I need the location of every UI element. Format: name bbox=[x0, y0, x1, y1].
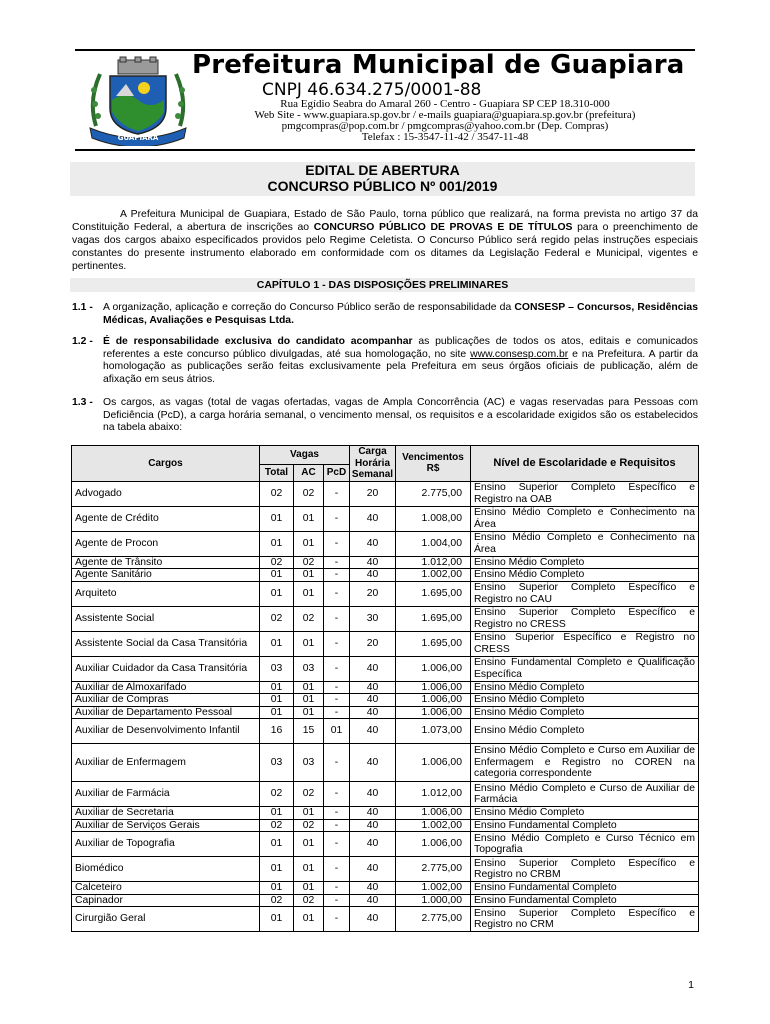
table-row bbox=[72, 631, 699, 656]
vencimento-cell: 1.695,00 bbox=[396, 631, 471, 656]
cargo-cell: Auxiliar de Topografia bbox=[72, 832, 260, 857]
cargo-cell: Assistente Social da Casa Transitória bbox=[72, 631, 260, 656]
total-cell: 03 bbox=[260, 656, 294, 681]
total-cell: 02 bbox=[260, 782, 294, 807]
header-carga: Carga Horária Semanal bbox=[350, 446, 396, 482]
intro-paragraph bbox=[72, 208, 698, 273]
total-cell: 01 bbox=[260, 907, 294, 932]
cnpj-number: CNPJ 46.634.275/0001-88 bbox=[262, 80, 482, 100]
pcd-cell: - bbox=[324, 782, 350, 807]
intro-text-b: para o preenchimento de vagas dos cargos abaixo especificados providos pelo Regime Celetista. O Concurso Público será regido pelas instruções especiais constantes do presente instrumento elaborado em conformidade com os ditames da Legislação Federal e Municipal, vigentes e pertinentes. bbox=[72, 222, 698, 273]
vencimento-cell: 1.695,00 bbox=[396, 606, 471, 631]
ac-cell: 03 bbox=[294, 656, 324, 681]
vencimento-cell: 1.008,00 bbox=[396, 506, 471, 531]
carga-cell: 40 bbox=[350, 832, 396, 857]
header-nivel: Nível de Escolaridade e Requisitos bbox=[471, 446, 699, 482]
vencimento-cell: 1.006,00 bbox=[396, 706, 471, 719]
vencimento-cell: 1.073,00 bbox=[396, 719, 471, 744]
table-row bbox=[72, 556, 699, 569]
ac-cell: 01 bbox=[294, 807, 324, 820]
header-bottom-rule bbox=[75, 149, 695, 151]
cargo-cell: Capinador bbox=[72, 894, 260, 907]
vencimento-cell: 1.002,00 bbox=[396, 569, 471, 582]
requisitos-cell: Ensino Médio Completo e Conhecimento na Área bbox=[471, 531, 699, 556]
item-text-b: e na Prefeitura. A partir da homologação as publicações serão feitas exclusivamente pela Prefeitura em seus órgãos oficiais de publicação, além de afixação em seus átrios. bbox=[103, 348, 698, 385]
pcd-cell: - bbox=[324, 569, 350, 582]
document-title bbox=[70, 162, 695, 196]
table-row bbox=[72, 807, 699, 820]
vencimento-cell: 1.006,00 bbox=[396, 681, 471, 694]
ac-cell: 01 bbox=[294, 531, 324, 556]
item-text-bold: É de responsabilidade exclusiva do candidato acompanhar bbox=[103, 336, 413, 347]
ac-cell: 01 bbox=[294, 706, 324, 719]
cargo-cell: Biomédico bbox=[72, 857, 260, 882]
item-text: A organização, aplicação e correção do Concurso Público serão de responsabilidade da bbox=[103, 302, 515, 313]
ac-cell: 01 bbox=[294, 907, 324, 932]
total-cell: 02 bbox=[260, 894, 294, 907]
requisitos-cell: Ensino Médio Completo bbox=[471, 681, 699, 694]
cargo-cell: Auxiliar de Almoxarifado bbox=[72, 681, 260, 694]
pcd-cell: - bbox=[324, 832, 350, 857]
vencimento-cell: 2.775,00 bbox=[396, 857, 471, 882]
item-1-3 bbox=[72, 397, 698, 435]
requisitos-cell: Ensino Superior Completo Específico e Registro no CAU bbox=[471, 581, 699, 606]
cargo-cell: Auxiliar de Farmácia bbox=[72, 782, 260, 807]
requisitos-cell: Ensino Fundamental Completo bbox=[471, 819, 699, 832]
ac-cell: 01 bbox=[294, 581, 324, 606]
carga-cell: 40 bbox=[350, 569, 396, 582]
table-row bbox=[72, 719, 699, 744]
ac-cell: 02 bbox=[294, 556, 324, 569]
crest-banner-text: GUAPIARA bbox=[117, 134, 159, 142]
table-row bbox=[72, 481, 699, 506]
ac-cell: 01 bbox=[294, 694, 324, 707]
title-line-2: CONCURSO PÚBLICO Nº 001/2019 bbox=[267, 178, 498, 194]
carga-cell: 30 bbox=[350, 606, 396, 631]
requisitos-cell: Ensino Médio Completo e Conhecimento na Área bbox=[471, 506, 699, 531]
total-cell: 01 bbox=[260, 569, 294, 582]
ac-cell: 02 bbox=[294, 782, 324, 807]
header-ac: AC bbox=[294, 464, 324, 481]
carga-cell: 40 bbox=[350, 556, 396, 569]
table-row bbox=[72, 832, 699, 857]
table-row bbox=[72, 782, 699, 807]
carga-cell: 40 bbox=[350, 719, 396, 744]
table-row bbox=[72, 882, 699, 895]
total-cell: 02 bbox=[260, 556, 294, 569]
header-emails: pmgcompras@pop.com.br / pmgcompras@yahoo.com.br (Dep. Compras) bbox=[281, 120, 609, 132]
table-row bbox=[72, 907, 699, 932]
cargo-cell: Agente de Trânsito bbox=[72, 556, 260, 569]
carga-cell: 40 bbox=[350, 506, 396, 531]
requisitos-cell: Ensino Médio Completo bbox=[471, 694, 699, 707]
total-cell: 01 bbox=[260, 832, 294, 857]
vencimento-cell: 1.695,00 bbox=[396, 581, 471, 606]
cargo-cell: Auxiliar de Departamento Pessoal bbox=[72, 706, 260, 719]
requisitos-cell: Ensino Fundamental Completo bbox=[471, 894, 699, 907]
cargo-cell: Cirurgião Geral bbox=[72, 907, 260, 932]
positions-table bbox=[71, 445, 699, 932]
item-number: 1.3 - bbox=[72, 397, 93, 408]
item-text: as publicações de todos os atos, editais e comunicados referentes a este concurso público divulgadas, até sua homologação, no site bbox=[103, 336, 698, 360]
vencimento-cell: 1.012,00 bbox=[396, 782, 471, 807]
pcd-cell: - bbox=[324, 481, 350, 506]
requisitos-cell: Ensino Médio Completo e Curso Técnico em Topografia bbox=[471, 832, 699, 857]
header-phone: Telefax : 15-3547-11-42 / 3547-11-48 bbox=[361, 131, 529, 143]
requisitos-cell: Ensino Médio Completo bbox=[471, 807, 699, 820]
ac-cell: 02 bbox=[294, 894, 324, 907]
vencimento-cell: 1.006,00 bbox=[396, 832, 471, 857]
cargo-cell: Auxiliar de Compras bbox=[72, 694, 260, 707]
carga-cell: 40 bbox=[350, 819, 396, 832]
vencimento-cell: 1.006,00 bbox=[396, 744, 471, 782]
table-row bbox=[72, 857, 699, 882]
total-cell: 01 bbox=[260, 581, 294, 606]
vencimento-cell: 2.775,00 bbox=[396, 907, 471, 932]
total-cell: 01 bbox=[260, 631, 294, 656]
cargo-cell: Arquiteto bbox=[72, 581, 260, 606]
cargo-cell: Auxiliar de Secretaria bbox=[72, 807, 260, 820]
ac-cell: 15 bbox=[294, 719, 324, 744]
cargo-cell: Advogado bbox=[72, 481, 260, 506]
requisitos-cell: Ensino Fundamental Completo bbox=[471, 882, 699, 895]
carga-cell: 40 bbox=[350, 656, 396, 681]
pcd-cell: - bbox=[324, 907, 350, 932]
ac-cell: 02 bbox=[294, 819, 324, 832]
ac-cell: 01 bbox=[294, 832, 324, 857]
pcd-cell: - bbox=[324, 581, 350, 606]
item-1-1 bbox=[72, 302, 698, 327]
total-cell: 01 bbox=[260, 681, 294, 694]
vencimento-cell: 1.006,00 bbox=[396, 656, 471, 681]
title-line-1: EDITAL DE ABERTURA bbox=[305, 162, 460, 178]
page-number: 1 bbox=[688, 979, 694, 991]
requisitos-cell: Ensino Médio Completo bbox=[471, 569, 699, 582]
ac-cell: 01 bbox=[294, 631, 324, 656]
pcd-cell: - bbox=[324, 694, 350, 707]
cargo-cell: Auxiliar de Enfermagem bbox=[72, 744, 260, 782]
pcd-cell: - bbox=[324, 531, 350, 556]
vencimento-cell: 2.775,00 bbox=[396, 481, 471, 506]
carga-cell: 40 bbox=[350, 681, 396, 694]
pcd-cell: - bbox=[324, 556, 350, 569]
cargo-cell: Agente Sanitário bbox=[72, 569, 260, 582]
carga-cell: 40 bbox=[350, 807, 396, 820]
vencimento-cell: 1.006,00 bbox=[396, 807, 471, 820]
table-row bbox=[72, 744, 699, 782]
table-row bbox=[72, 706, 699, 719]
table-body bbox=[72, 481, 699, 932]
item-number: 1.1 - bbox=[72, 302, 93, 313]
carga-cell: 40 bbox=[350, 882, 396, 895]
table-row bbox=[72, 606, 699, 631]
intro-text-bold: CONCURSO PÚBLICO DE PROVAS E DE TÍTULOS bbox=[313, 222, 573, 234]
ac-cell: 02 bbox=[294, 606, 324, 631]
ac-cell: 02 bbox=[294, 481, 324, 506]
vencimento-cell: 1.004,00 bbox=[396, 531, 471, 556]
ac-cell: 01 bbox=[294, 681, 324, 694]
cargo-cell: Auxiliar de Serviços Gerais bbox=[72, 819, 260, 832]
ac-cell: 03 bbox=[294, 744, 324, 782]
table-row bbox=[72, 531, 699, 556]
carga-cell: 40 bbox=[350, 857, 396, 882]
total-cell: 02 bbox=[260, 481, 294, 506]
pcd-cell: - bbox=[324, 807, 350, 820]
total-cell: 01 bbox=[260, 882, 294, 895]
total-cell: 01 bbox=[260, 706, 294, 719]
cargo-cell: Calceteiro bbox=[72, 882, 260, 895]
total-cell: 01 bbox=[260, 807, 294, 820]
carga-cell: 40 bbox=[350, 744, 396, 782]
header-pcd: PcD bbox=[324, 464, 350, 481]
pcd-cell: - bbox=[324, 631, 350, 656]
cargo-cell: Agente de Procon bbox=[72, 531, 260, 556]
requisitos-cell: Ensino Médio Completo e Curso de Auxiliar de Farmácia bbox=[471, 782, 699, 807]
pcd-cell: - bbox=[324, 882, 350, 895]
total-cell: 03 bbox=[260, 744, 294, 782]
requisitos-cell: Ensino Superior Completo Específico e Registro no CRBM bbox=[471, 857, 699, 882]
total-cell: 02 bbox=[260, 606, 294, 631]
total-cell: 01 bbox=[260, 506, 294, 531]
pcd-cell: 01 bbox=[324, 719, 350, 744]
chapter-heading: CAPÍTULO 1 - DAS DISPOSIÇÕES PRELIMINARES bbox=[70, 278, 695, 292]
header-total: Total bbox=[260, 464, 294, 481]
item-text-bold: CONSESP – Concursos, Residências Médicas, Avaliações e Pesquisas Ltda. bbox=[103, 302, 698, 326]
carga-cell: 40 bbox=[350, 894, 396, 907]
table-row bbox=[72, 694, 699, 707]
pcd-cell: - bbox=[324, 857, 350, 882]
ac-cell: 01 bbox=[294, 882, 324, 895]
table-row bbox=[72, 894, 699, 907]
vencimento-cell: 1.000,00 bbox=[396, 894, 471, 907]
requisitos-cell: Ensino Fundamental Completo e Qualificação Específica bbox=[471, 656, 699, 681]
pcd-cell: - bbox=[324, 681, 350, 694]
table-row bbox=[72, 681, 699, 694]
item-1-2 bbox=[72, 336, 698, 386]
total-cell: 01 bbox=[260, 531, 294, 556]
item-text: Os cargos, as vagas (total de vagas ofertadas, vagas de Ampla Concorrência (AC) e vagas reservadas para Pessoas com Deficiência (PcD), a carga horária semanal, o vencimento mensal, os requisitos e a escolaridade exigidos são os estabelecidos na tabela abaixo: bbox=[103, 397, 698, 433]
carga-cell: 40 bbox=[350, 694, 396, 707]
pcd-cell: - bbox=[324, 506, 350, 531]
item-number: 1.2 - bbox=[72, 336, 93, 347]
requisitos-cell: Ensino Médio Completo bbox=[471, 706, 699, 719]
pcd-cell: - bbox=[324, 744, 350, 782]
requisitos-cell: Ensino Médio Completo bbox=[471, 556, 699, 569]
carga-cell: 40 bbox=[350, 782, 396, 807]
table-row bbox=[72, 569, 699, 582]
header-vagas: Vagas bbox=[260, 446, 350, 465]
ac-cell: 01 bbox=[294, 569, 324, 582]
header-cargos: Cargos bbox=[72, 446, 260, 482]
requisitos-cell: Ensino Superior Completo Específico e Registro no CRM bbox=[471, 907, 699, 932]
pcd-cell: - bbox=[324, 819, 350, 832]
cargo-cell: Assistente Social bbox=[72, 606, 260, 631]
cargo-cell: Auxiliar de Desenvolvimento Infantil bbox=[72, 719, 260, 744]
carga-cell: 40 bbox=[350, 531, 396, 556]
carga-cell: 20 bbox=[350, 631, 396, 656]
pcd-cell: - bbox=[324, 894, 350, 907]
pcd-cell: - bbox=[324, 706, 350, 719]
total-cell: 02 bbox=[260, 819, 294, 832]
total-cell: 01 bbox=[260, 857, 294, 882]
total-cell: 01 bbox=[260, 694, 294, 707]
intro-text-a: A Prefeitura Municipal de Guapiara, Estado de São Paulo, torna público que realizará, na forma prevista no artigo 37 da Constituição Federal, a abertura de inscrições ao bbox=[72, 209, 698, 234]
vencimento-cell: 1.012,00 bbox=[396, 556, 471, 569]
carga-cell: 20 bbox=[350, 481, 396, 506]
vencimento-cell: 1.002,00 bbox=[396, 882, 471, 895]
requisitos-cell: Ensino Superior Completo Específico e Registro na OAB bbox=[471, 481, 699, 506]
vencimento-cell: 1.002,00 bbox=[396, 819, 471, 832]
pcd-cell: - bbox=[324, 606, 350, 631]
table-row bbox=[72, 581, 699, 606]
vencimento-cell: 1.006,00 bbox=[396, 694, 471, 707]
cargo-cell: Agente de Crédito bbox=[72, 506, 260, 531]
pcd-cell: - bbox=[324, 656, 350, 681]
header-vencimentos: Vencimentos R$ bbox=[396, 446, 471, 482]
table-row bbox=[72, 506, 699, 531]
table-row bbox=[72, 819, 699, 832]
header-address: Rua Egídio Seabra do Amaral 260 - Centro - Guapiara SP CEP 18.310-000 bbox=[280, 98, 610, 110]
carga-cell: 40 bbox=[350, 706, 396, 719]
cargo-cell: Auxiliar Cuidador da Casa Transitória bbox=[72, 656, 260, 681]
carga-cell: 40 bbox=[350, 907, 396, 932]
requisitos-cell: Ensino Superior Específico e Registro no CRESS bbox=[471, 631, 699, 656]
ac-cell: 01 bbox=[294, 857, 324, 882]
header-website: Web Site - www.guapiara.sp.gov.br / e-mails guapiara@guapiara.sp.gov.br (prefeitura) bbox=[254, 109, 636, 121]
carga-cell: 20 bbox=[350, 581, 396, 606]
total-cell: 16 bbox=[260, 719, 294, 744]
consesp-link[interactable]: www.consesp.com.br bbox=[470, 348, 569, 360]
requisitos-cell: Ensino Médio Completo e Curso em Auxiliar de Enfermagem e Registro no COREN na categoria correspondente bbox=[471, 744, 699, 782]
municipality-title: Prefeitura Municipal de Guapiara bbox=[192, 50, 685, 80]
requisitos-cell: Ensino Médio Completo bbox=[471, 719, 699, 744]
table-row bbox=[72, 656, 699, 681]
requisitos-cell: Ensino Superior Completo Específico e Registro no CRESS bbox=[471, 606, 699, 631]
ac-cell: 01 bbox=[294, 506, 324, 531]
